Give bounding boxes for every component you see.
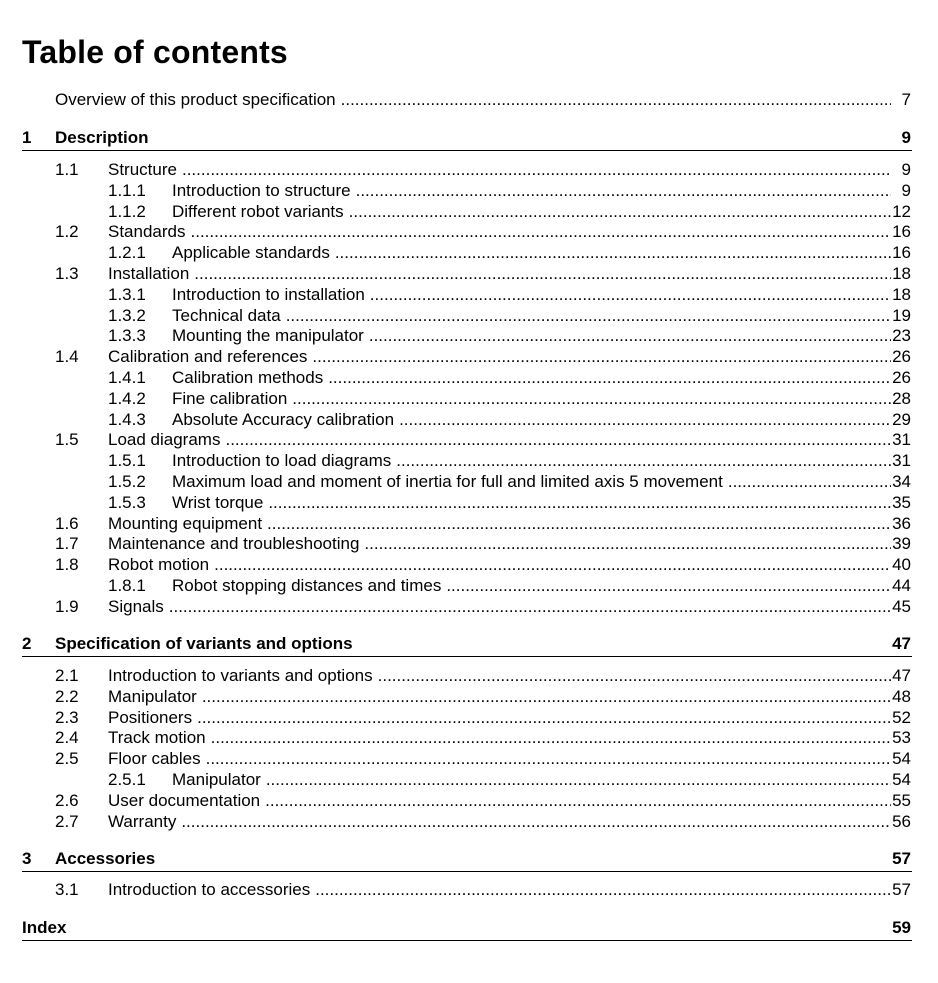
entry-page: 23 [892,326,911,346]
entry-number: 2.5 [55,749,79,769]
entry-label: Introduction to variants and options [108,666,373,685]
entry-number: 2.1 [55,666,79,685]
toc-entry[interactable] [0,727,938,748]
toc-entry[interactable] [0,879,938,900]
entry-number: 1.6 [55,513,79,533]
dot-leader [364,533,891,554]
entry-label: Introduction to load diagrams [172,451,392,471]
chapter-number: 2 [22,634,32,653]
entry-page: 31 [892,451,911,471]
toc-entry[interactable] [0,665,938,686]
entry-label: Signals [108,596,164,616]
entry-number: 1.4.3 [108,409,146,429]
toc-chapter-3[interactable] [0,848,938,869]
entry-page: 34 [892,472,911,491]
dot-leader [292,388,891,409]
dot-leader [206,748,891,769]
entry-page: 19 [892,305,911,325]
dot-leader [182,159,891,180]
entry-page: 18 [892,284,911,304]
entry-label: Applicable standards [172,243,330,263]
chapter-number: 3 [22,849,32,868]
entry-page: 12 [892,201,911,221]
chapter-rule [22,871,912,872]
entry-page: 9 [901,180,911,200]
toc-entry-page: 7 [901,90,911,109]
dot-leader [399,409,891,430]
entry-label: Track motion [108,728,206,748]
dot-leader [356,180,891,201]
entry-page: 54 [892,770,911,789]
toc-entry[interactable] [0,325,938,346]
entry-number: 1.8 [55,555,79,575]
dot-leader [197,707,891,728]
dot-leader [335,242,891,263]
entry-label: Introduction to installation [172,284,365,304]
dot-leader [194,263,891,284]
dot-leader [369,325,891,346]
dot-leader [211,727,891,748]
entry-page: 16 [892,222,911,242]
toc-entry[interactable] [0,596,938,617]
entry-page: 55 [892,790,911,810]
toc-entry[interactable] [0,554,938,575]
entry-number: 2.2 [55,686,79,706]
toc-entry[interactable] [0,533,938,554]
dot-leader [446,575,891,596]
entry-number: 2.3 [55,707,79,727]
entry-number: 1.7 [55,534,79,554]
chapter-page: 47 [892,634,911,653]
entry-label: Mounting equipment [108,513,263,533]
entry-page: 57 [892,880,911,899]
dot-leader [169,596,891,617]
toc-entry[interactable] [0,686,938,707]
chapter-rule [22,656,912,657]
chapter-title: Accessories [55,849,156,868]
dot-leader [378,665,891,686]
toc-entry[interactable] [0,769,938,790]
toc-entry[interactable] [0,305,938,326]
toc-entry[interactable] [0,242,938,263]
entry-number: 1.8.1 [108,576,146,595]
entry-number: 2.5.1 [108,770,146,789]
toc-entry[interactable] [0,346,938,367]
entry-page: 26 [892,368,911,387]
dot-leader [265,790,891,811]
entry-number: 1.3.1 [108,284,146,304]
toc-entry[interactable] [0,221,938,242]
chapter-rule [22,150,912,151]
entry-label: Calibration and references [108,347,308,367]
index-rule [22,940,912,941]
entry-number: 1.5.3 [108,492,146,512]
entry-label: Robot stopping distances and times [172,576,442,595]
toc-entry-label: Overview of this product specification [55,90,336,109]
dot-leader [315,879,891,900]
chapter-number: 1 [22,128,32,147]
entry-label: Warranty [108,811,177,831]
entry-number: 1.3.3 [108,326,146,346]
entry-page: 28 [892,388,911,408]
entry-label: Fine calibration [172,388,288,408]
dot-leader [202,686,891,707]
entry-number: 1.2.1 [108,243,146,263]
entry-number: 3.1 [55,880,79,899]
dot-leader [266,769,891,790]
entry-number: 1.3 [55,264,79,283]
entry-number: 1.5 [55,430,79,450]
entry-label: Different robot variants [172,201,344,221]
toc-entry[interactable] [0,492,938,513]
toc-entry[interactable] [0,811,938,832]
toc-entry[interactable] [0,159,938,180]
entry-label: Technical data [172,305,281,325]
chapter-page: 57 [892,849,911,868]
entry-page: 39 [892,534,911,554]
entry-page: 9 [901,160,911,179]
entry-label: Load diagrams [108,430,221,450]
entry-label: Introduction to accessories [108,880,311,899]
dot-leader [396,450,891,471]
entry-number: 1.5.2 [108,472,146,491]
entry-label: Positioners [108,707,193,727]
toc-entry[interactable] [0,263,938,284]
dot-leader [191,221,892,242]
entry-page: 52 [892,707,911,727]
toc-entry[interactable] [0,575,938,596]
entry-number: 1.4.1 [108,368,146,387]
toc-entry[interactable] [0,409,938,430]
entry-number: 1.1.2 [108,201,146,221]
dot-leader [312,346,891,367]
entry-page: 35 [892,492,911,512]
toc-entry[interactable] [0,748,938,769]
chapter-title: Description [55,128,149,147]
entry-page: 48 [892,686,911,706]
entry-page: 53 [892,728,911,748]
entry-label: Floor cables [108,749,201,769]
entry-number: 2.4 [55,728,79,748]
toc-entry[interactable] [0,201,938,222]
toc-entry[interactable] [0,471,938,492]
entry-number: 1.4.2 [108,388,146,408]
dot-leader [225,429,891,450]
toc-index[interactable] [0,917,938,938]
dot-leader [349,201,891,222]
toc-entry[interactable] [0,367,938,388]
entry-page: 26 [892,347,911,367]
toc-chapter-2[interactable] [0,633,938,654]
toc-entry[interactable] [0,707,938,728]
entry-number: 2.7 [55,811,79,831]
entry-number: 1.9 [55,596,79,616]
dot-leader [328,367,891,388]
dot-leader [268,492,891,513]
entry-page: 36 [892,513,911,533]
toc-entry[interactable] [0,450,938,471]
toc-entry[interactable] [0,284,938,305]
page-title: Table of contents [22,34,288,70]
chapter-page: 9 [901,128,911,147]
entry-label: Maximum load and moment of inertia for full and limited axis 5 movement [172,472,723,491]
entry-label: Mounting the manipulator [172,326,364,346]
entry-page: 40 [892,555,911,575]
index-title: Index [22,918,67,937]
toc-entry[interactable] [0,429,938,450]
entry-page: 44 [892,576,911,595]
entry-page: 56 [892,811,911,831]
chapter-title: Specification of variants and options [55,634,353,653]
entry-number: 1.5.1 [108,451,146,471]
entry-label: Maintenance and troubleshooting [108,534,360,554]
entry-label: User documentation [108,790,261,810]
entry-number: 2.6 [55,790,79,810]
entry-page: 54 [892,749,911,769]
toc-entry-overview[interactable] [0,89,938,110]
toc-entry[interactable] [0,513,938,534]
entry-label: Wrist torque [172,492,264,512]
dot-leader [267,513,891,534]
dot-leader [214,554,891,575]
entry-page: 31 [892,430,911,450]
entry-number: 1.1 [55,160,79,179]
entry-page: 18 [892,264,911,283]
toc-entry[interactable] [0,388,938,409]
entry-number: 1.2 [55,222,79,242]
entry-label: Calibration methods [172,368,324,387]
entry-number: 1.4 [55,347,79,367]
entry-page: 29 [892,409,911,429]
entry-label: Structure [108,160,177,179]
dot-leader [728,471,891,492]
entry-page: 16 [892,243,911,263]
entry-label: Standards [108,222,186,242]
dot-leader [370,284,891,305]
dot-leader [286,305,891,326]
entry-label: Installation [108,264,190,283]
entry-label: Absolute Accuracy calibration [172,409,395,429]
entry-page: 45 [892,596,911,616]
entry-label: Introduction to structure [172,180,351,200]
entry-number: 1.1.1 [108,180,146,200]
toc-entry[interactable] [0,180,938,201]
dot-leader [341,89,891,110]
entry-label: Robot motion [108,555,210,575]
dot-leader [181,811,891,832]
toc-entry[interactable] [0,790,938,811]
entry-label: Manipulator [172,770,261,789]
toc-chapter-1[interactable] [0,127,938,148]
entry-label: Manipulator [108,686,197,706]
entry-number: 1.3.2 [108,305,146,325]
entry-page: 47 [892,666,911,685]
index-page: 59 [892,918,911,937]
